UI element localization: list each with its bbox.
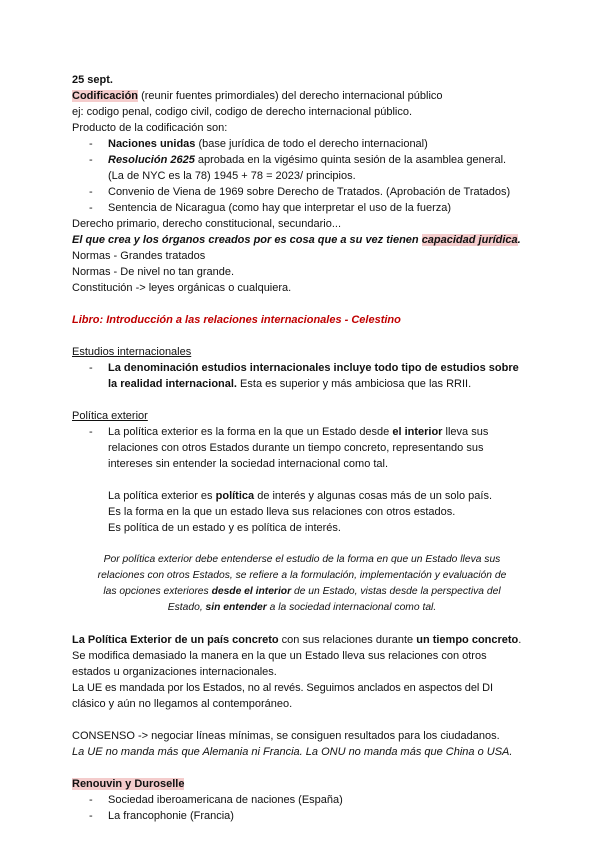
libro-title: Libro: Introducción a las relaciones internacionales - Celestino	[72, 314, 401, 326]
pe-line: clásico y aún no llegamos al contemporáneo.	[72, 698, 293, 710]
list-item: - La denominación estudios internacionales incluye todo tipo de estudios sobre	[89, 362, 519, 374]
codificacion-line	[72, 88, 532, 104]
pe-line: La UE es mandada por los Estados, no al revés. Seguimos anclados en aspectos del DI	[72, 682, 493, 694]
list-item: - Resolución 2625 aprobada en la vigésimo quinta sesión de la asamblea general.	[89, 154, 507, 166]
quote-text: a la sociedad internacional como tal.	[266, 602, 437, 613]
list-item: - La francophonie (Francia)	[89, 810, 234, 822]
bullet-continuation: (La de NYC es la 78) 1945 + 78 = 2023/ principios.	[108, 170, 356, 182]
politica-text: La política exterior es	[108, 490, 216, 502]
bullet-text: (base jurídica de todo el derecho internacional)	[195, 138, 428, 150]
politica-text: lleva sus	[442, 426, 489, 438]
el-interior-bold: el interior	[392, 426, 443, 438]
quote-text: Estado,	[167, 602, 206, 613]
politica-paragraph: Es política de un estado y es política de interés.	[108, 522, 341, 534]
date-heading: 25 sept.	[72, 74, 113, 86]
politica-continuation: relaciones con otros Estados durante un tiempo concreto, representando sus	[108, 442, 484, 454]
pe-line: Se modifica demasiado la manera en la que un Estado lleva sus relaciones con otros	[72, 650, 487, 662]
list-item: - La política exterior es la forma en la que un Estado desde el interior lleva sus	[89, 426, 489, 438]
estudios-bold: la realidad internacional.	[108, 378, 237, 390]
list-item: - Sociedad iberoamericana de naciones (España)	[89, 794, 343, 806]
renouvin-item: La francophonie (Francia)	[108, 810, 234, 822]
renouvin-heading: Renouvin y Duroselle	[72, 778, 185, 790]
pe-line: estados u organizaciones internacionales.	[72, 666, 277, 678]
politica-text: La política exterior es la forma en la que un Estado desde	[108, 426, 393, 438]
quote-line: relaciones con otros Estados, se refiere a la formulación, implementación y evaluación de	[97, 570, 507, 581]
bullet-bold: Naciones unidas	[108, 138, 196, 150]
quote-bold: desde el interior	[211, 586, 292, 597]
document-page	[72, 72, 532, 824]
producto-line: Producto de la codificación son:	[72, 122, 228, 134]
constitucion-line: Constitución -> leyes orgánicas o cualquiera.	[72, 282, 292, 294]
quote-text: de un Estado, vistas desde la perspectiva del	[291, 586, 501, 597]
consenso-italic: La UE no manda más que Alemania ni Francia. La ONU no manda más que China o USA.	[72, 746, 513, 758]
ej-line: ej: codigo penal, codigo civil, codigo de derecho internacional público.	[72, 106, 413, 118]
quote-line: Por política exterior debe entenderse el estudio de la forma en que un Estado lleva sus	[103, 554, 501, 565]
politica-bold: política	[215, 490, 255, 502]
organos-period: .	[517, 234, 521, 246]
politica-continuation: intereses sin entender la sociedad internacional como tal.	[108, 458, 389, 470]
organos-text: El que crea y los órganos creados por es cosa que a su vez tienen	[72, 234, 422, 246]
bullet-bold: Resolución 2625	[108, 154, 195, 166]
list-item: - Naciones unidas (base jurídica de todo el derecho internacional)	[89, 138, 428, 150]
codificacion-def: (reunir fuentes primordiales) del derecho internacional público	[138, 90, 443, 102]
bullet-text: Sentencia de Nicaragua (como hay que interpretar el uso de la fuerza)	[108, 202, 452, 214]
pe-bold: un tiempo concreto	[416, 634, 519, 646]
list-item: - Convenio de Viena de 1969 sobre Derecho de Tratados. (Aprobación de Tratados)	[89, 186, 511, 198]
codificacion-term: Codificación	[72, 90, 139, 102]
estudios-text: La denominación estudios internacionales incluye todo tipo de estudios sobre	[108, 362, 519, 374]
renouvin-item: Sociedad iberoamericana de naciones (España)	[108, 794, 343, 806]
estudios-rest: Esta es superior y más ambiciosa que las RRII.	[237, 378, 472, 390]
estudios-continuation	[72, 376, 532, 392]
quote-bold: sin entender	[205, 602, 267, 613]
list-item: - Sentencia de Nicaragua (como hay que interpretar el uso de la fuerza)	[89, 202, 452, 214]
quote-line	[72, 600, 532, 616]
estudios-heading: Estudios internacionales	[72, 346, 192, 358]
organos-line	[72, 232, 532, 248]
pe-text: .	[518, 634, 522, 646]
pe-text: con sus relaciones durante	[278, 634, 417, 646]
capacidad-juridica-highlight: capacidad jurídica	[421, 234, 518, 246]
renouvin-heading-line	[72, 776, 532, 792]
pe-bold: La Política Exterior de un país concreto	[72, 634, 279, 646]
quote-text: las opciones exteriores	[103, 586, 212, 597]
politica-paragraph: Es la forma en la que un estado lleva sus relaciones con otros estados.	[108, 506, 456, 518]
consenso-line: CONSENSO -> negociar líneas mínimas, se consiguen resultados para los ciudadanos.	[72, 730, 500, 742]
politica-heading: Política exterior	[72, 410, 148, 422]
pe-line	[72, 632, 532, 648]
politica-text: de interés y algunas cosas más de un solo país.	[254, 490, 492, 502]
derecho-line: Derecho primario, derecho constitucional, secundario...	[72, 218, 342, 230]
quote-line	[72, 584, 532, 600]
normas-line-1: Normas - Grandes tratados	[72, 250, 206, 262]
bullet-text: Convenio de Viena de 1969 sobre Derecho de Tratados. (Aprobación de Tratados)	[108, 186, 511, 198]
normas-line-2: Normas - De nivel no tan grande.	[72, 266, 235, 278]
bullet-text: aprobada en la vigésimo quinta sesión de la asamblea general.	[194, 154, 507, 166]
politica-paragraph	[72, 488, 532, 504]
